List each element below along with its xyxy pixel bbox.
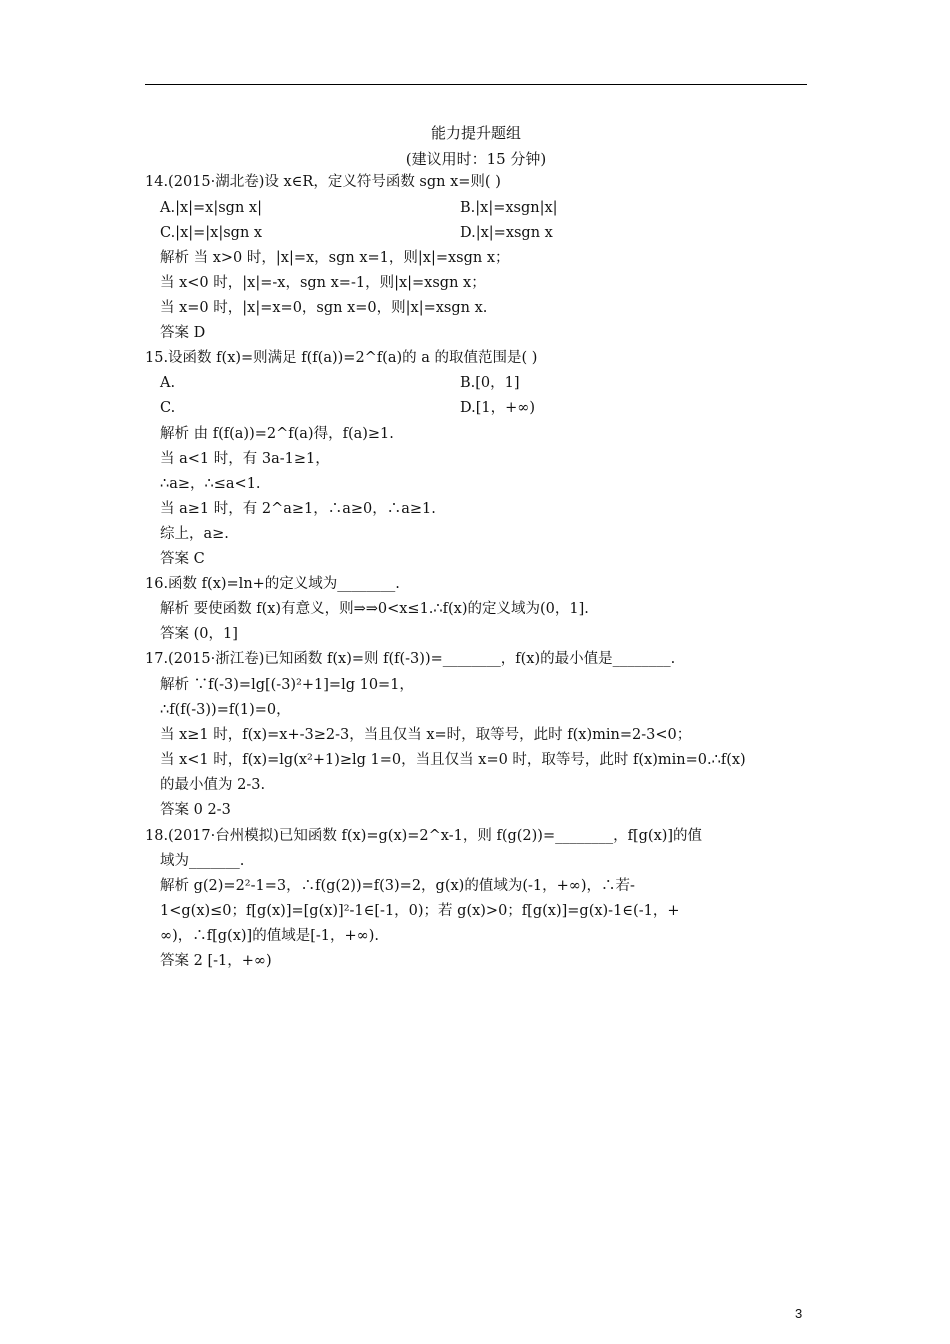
problem-15-answer: 答案 C [160, 551, 205, 567]
problem-17-solution-1: 解析 ∵f(-3)=lg[(-3)²+1]=lg 10=1， [160, 677, 414, 693]
problem-14-answer: 答案 D [160, 325, 206, 341]
problem-16-stem: 16.函数 f(x)=ln+的定义域为________. [145, 576, 400, 592]
problem-18-solution-3: ∞)，∴f[g(x)]的值域是[-1，+∞). [160, 928, 379, 944]
problem-14-stem: 14.(2015·湖北卷)设 x∈R，定义符号函数 sgn x=则( ) [145, 174, 501, 190]
problem-17-answer: 答案 0 2-3 [160, 802, 231, 818]
problem-18-stem-2: 域为_______. [160, 853, 245, 869]
problem-18-solution-1: 解析 g(2)=2²-1=3，∴f(g(2))=f(3)=2，g(x)的值域为(-1，+∞)，∴若- [160, 878, 635, 894]
problem-14-option-b: B.|x|=xsgn|x| [460, 200, 558, 216]
problem-14-option-d: D.|x|=xsgn x [460, 225, 553, 241]
page-number: 3 [795, 1306, 803, 1321]
problem-15-option-d: D.[1，+∞) [460, 400, 535, 416]
problem-17-solution-2: ∴f(f(-3))=f(1)=0， [160, 702, 291, 718]
problem-15-solution-4: 当 a≥1 时，有 2^a≥1，∴a≥0，∴a≥1. [160, 501, 436, 517]
problem-14-option-c: C.|x|=|x|sgn x [160, 225, 263, 241]
time-hint: (建议用时：15 分钟) [405, 150, 547, 168]
problem-14-solution-2: 当 x<0 时，|x|=-x，sgn x=-1，则|x|=xsgn x； [160, 275, 486, 291]
problem-17-solution-5: 的最小值为 2-3. [160, 777, 266, 793]
problem-14-solution-3: 当 x=0 时，|x|=x=0，sgn x=0，则|x|=xsgn x. [160, 300, 488, 316]
problem-15-solution-1: 解析 由 f(f(a))=2^f(a)得，f(a)≥1. [160, 426, 394, 442]
problem-15-solution-2: 当 a<1 时，有 3a-1≥1， [160, 451, 330, 467]
problem-15-option-a: A. [160, 375, 176, 391]
problem-14-solution-1: 解析 当 x>0 时，|x|=x，sgn x=1，则|x|=xsgn x； [160, 250, 510, 266]
problem-16-solution: 解析 要使函数 f(x)有意义，则⇒⇒0<x≤1.∴f(x)的定义域为(0，1]. [160, 601, 589, 617]
problem-17-stem: 17.(2015·浙江卷)已知函数 f(x)=则 f(f(-3))=________，f(x)的最小值是________. [145, 651, 676, 667]
problem-15-option-b: B.[0，1] [460, 375, 520, 391]
problem-18-stem-1: 18.(2017·台州模拟)已知函数 f(x)=g(x)=2^x-1，则 f(g(2))=________，f[g(x)]的值 [145, 828, 703, 844]
problem-18-answer: 答案 2 [-1，+∞) [160, 953, 272, 969]
section-title: 能力提升题组 [430, 124, 521, 142]
problem-17-solution-3: 当 x≥1 时，f(x)=x+-3≥2-3，当且仅当 x=时，取等号，此时 f(x)min=2-3<0； [160, 727, 692, 743]
problem-15-solution-3: ∴a≥，∴≤a<1. [160, 476, 261, 492]
problem-15-solution-5: 综上，a≥. [160, 526, 229, 542]
problem-14-option-a: A.|x|=x|sgn x| [160, 200, 262, 216]
problem-15-option-c: C. [160, 400, 176, 416]
problem-15-stem: 15.设函数 f(x)=则满足 f(f(a))=2^f(a)的 a 的取值范围是( ) [145, 350, 538, 366]
problem-17-solution-4: 当 x<1 时，f(x)=lg(x²+1)≥lg 1=0，当且仅当 x=0 时，取等号，此时 f(x)min=0.∴f(x) [160, 752, 746, 768]
problem-18-solution-2: 1<g(x)≤0；f[g(x)]=[g(x)]²-1∈[-1，0)；若 g(x)>0；f[g(x)]=g(x)-1∈(-1，+ [160, 903, 680, 919]
problem-16-answer: 答案 (0，1] [160, 626, 238, 642]
header-rule [145, 84, 807, 85]
